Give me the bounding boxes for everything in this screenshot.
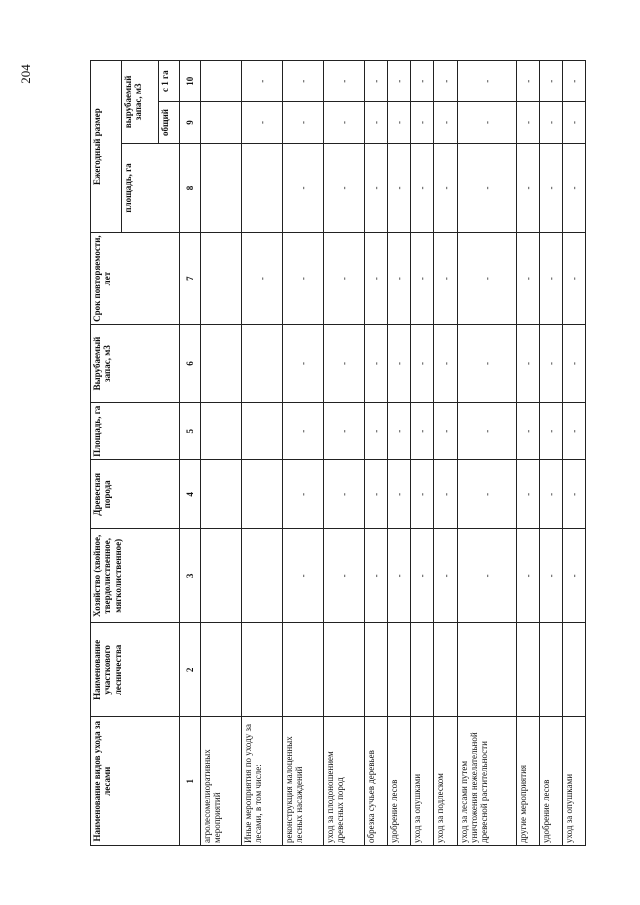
column-number: 7	[180, 233, 201, 325]
table-cell: -	[516, 233, 539, 325]
table-cell: -	[411, 61, 434, 102]
table-cell: -	[539, 102, 562, 143]
table-cell: -	[324, 102, 365, 143]
table-cell: -	[324, 325, 365, 403]
header-volume-total: общий	[159, 102, 180, 143]
table-cell: -	[516, 102, 539, 143]
care-type-name: обрезка сучьев деревьев	[365, 717, 388, 846]
table-cell: -	[411, 529, 434, 623]
table-cell: -	[411, 143, 434, 233]
table-cell	[516, 623, 539, 717]
table-cell: -	[457, 529, 516, 623]
table-cell: -	[365, 403, 388, 460]
table-cell	[201, 623, 242, 717]
table-cell: -	[411, 102, 434, 143]
forest-care-table	[90, 60, 586, 846]
table-cell: -	[562, 102, 585, 143]
column-number: 1	[180, 717, 201, 846]
column-number: 3	[180, 529, 201, 623]
rotated-table-frame	[90, 60, 586, 846]
table-cell: -	[457, 460, 516, 529]
table-cell: -	[562, 61, 585, 102]
table-cell: -	[434, 403, 457, 460]
table-cell: -	[516, 143, 539, 233]
table-cell: -	[388, 325, 411, 403]
header-repeat-period: Срок повторяемости, лет	[91, 233, 180, 325]
care-type-name: уход за подлеском	[434, 717, 457, 846]
table-cell	[562, 623, 585, 717]
table-cell	[283, 623, 324, 717]
table-cell: -	[242, 233, 283, 325]
table-cell: -	[411, 460, 434, 529]
table-cell: -	[434, 460, 457, 529]
care-type-name: уход за опушками	[562, 717, 585, 846]
table-cell: -	[457, 61, 516, 102]
care-type-name: уход за лесами путем уничтожения нежелательной древесной растительности	[457, 717, 516, 846]
table-cell	[539, 623, 562, 717]
table-cell	[411, 623, 434, 717]
header-annual-volume: вырубаемый запас, м3	[122, 61, 159, 144]
table-cell	[242, 460, 283, 529]
table-cell	[242, 325, 283, 403]
table-cell: -	[283, 143, 324, 233]
table-cell: -	[365, 460, 388, 529]
header-annual-size: Ежегодный размер	[91, 61, 122, 233]
table-cell: -	[434, 102, 457, 143]
table-cell	[388, 623, 411, 717]
table-cell	[201, 233, 242, 325]
table-cell: -	[388, 529, 411, 623]
column-number: 6	[180, 325, 201, 403]
column-number: 4	[180, 460, 201, 529]
table-cell: -	[411, 403, 434, 460]
page-number: 204	[18, 64, 33, 84]
table-cell: -	[365, 102, 388, 143]
table-cell: -	[434, 325, 457, 403]
table-cell: -	[434, 143, 457, 233]
table-cell: -	[457, 233, 516, 325]
table-cell: -	[539, 529, 562, 623]
table-cell: -	[324, 61, 365, 102]
header-area: Площадь, га	[91, 403, 180, 460]
table-row	[324, 61, 365, 846]
table-cell: -	[324, 529, 365, 623]
table-cell	[457, 623, 516, 717]
table-cell: -	[457, 325, 516, 403]
header-forestry-district: Наименование участкового лесничества	[91, 623, 180, 717]
table-cell: -	[411, 233, 434, 325]
table-cell	[201, 325, 242, 403]
table-row	[434, 61, 457, 846]
table-row	[283, 61, 324, 846]
table-cell: -	[516, 61, 539, 102]
header-annual-area: площадь, га	[122, 143, 180, 233]
table-row	[457, 61, 516, 846]
table-cell: -	[388, 102, 411, 143]
table-cell: -	[365, 529, 388, 623]
table-cell: -	[283, 233, 324, 325]
table-cell: -	[242, 102, 283, 143]
table-cell: -	[434, 529, 457, 623]
column-number: 2	[180, 623, 201, 717]
table-cell: -	[539, 325, 562, 403]
table-cell: -	[283, 61, 324, 102]
table-cell: -	[457, 102, 516, 143]
table-cell: -	[539, 460, 562, 529]
table-cell	[201, 61, 242, 102]
table-cell	[242, 143, 283, 233]
table-row	[242, 61, 283, 846]
table-cell: -	[539, 403, 562, 460]
table-cell: -	[562, 403, 585, 460]
header-row-1	[91, 61, 122, 846]
table-cell: -	[539, 233, 562, 325]
care-type-name: Иные мероприятия по уходу за лесами, в том числе:	[242, 717, 283, 846]
care-type-name: уход за плодоношением древесных пород	[324, 717, 365, 846]
care-type-name: удобрение лесов	[388, 717, 411, 846]
column-number: 9	[180, 102, 201, 143]
header-felled-volume: Вырубаемый запас, м3	[91, 325, 180, 403]
table-cell: -	[283, 460, 324, 529]
table-row	[539, 61, 562, 846]
care-type-name: удобрение лесов	[539, 717, 562, 846]
table-row	[365, 61, 388, 846]
table-row	[201, 61, 242, 846]
table-cell: -	[283, 325, 324, 403]
table-row	[562, 61, 585, 846]
table-cell: -	[388, 403, 411, 460]
table-cell: -	[388, 61, 411, 102]
table-cell: -	[562, 529, 585, 623]
table-cell: -	[283, 529, 324, 623]
table-cell: -	[562, 143, 585, 233]
table-row	[516, 61, 539, 846]
table-row	[411, 61, 434, 846]
column-number-row	[180, 61, 201, 846]
table-cell: -	[516, 529, 539, 623]
header-care-type: Наименование видов ухода за лесами	[91, 717, 180, 846]
table-cell	[324, 623, 365, 717]
table-cell	[242, 403, 283, 460]
table-cell	[201, 102, 242, 143]
table-cell: -	[365, 143, 388, 233]
rotated-table-content	[90, 60, 586, 846]
column-number: 10	[180, 61, 201, 102]
table-cell: -	[516, 460, 539, 529]
header-volume-per-ha: с 1 га	[159, 61, 180, 102]
table-cell: -	[457, 143, 516, 233]
table-cell: -	[516, 325, 539, 403]
table-cell: -	[539, 61, 562, 102]
table-cell: -	[365, 325, 388, 403]
table-cell: -	[283, 403, 324, 460]
table-cell	[201, 403, 242, 460]
table-cell: -	[324, 403, 365, 460]
header-tree-species: Древесная порода	[91, 460, 180, 529]
table-cell	[434, 623, 457, 717]
care-type-name: реконструкция малоценных лесных насаждений	[283, 717, 324, 846]
care-type-name: уход за опушками	[411, 717, 434, 846]
table-cell	[201, 529, 242, 623]
table-cell	[242, 529, 283, 623]
header-economy-type: Хозяйство (хвойное, твердолиственное, мягколиственное)	[91, 529, 180, 623]
care-type-name: агролесомелиоративных мероприятий	[201, 717, 242, 846]
column-number: 8	[180, 143, 201, 233]
table-cell: -	[434, 233, 457, 325]
table-cell	[365, 623, 388, 717]
table-cell: -	[388, 143, 411, 233]
table-cell: -	[324, 460, 365, 529]
table-cell: -	[457, 403, 516, 460]
table-cell: -	[324, 143, 365, 233]
table-cell	[201, 460, 242, 529]
table-cell: -	[562, 325, 585, 403]
table-cell: -	[562, 233, 585, 325]
table-cell: -	[324, 233, 365, 325]
table-cell: -	[434, 61, 457, 102]
table-cell: -	[562, 460, 585, 529]
care-type-name: другие мероприятия	[516, 717, 539, 846]
table-cell: -	[365, 61, 388, 102]
table-cell: -	[283, 102, 324, 143]
table-cell	[201, 143, 242, 233]
table-cell: -	[539, 143, 562, 233]
table-cell: -	[388, 460, 411, 529]
table-cell: -	[411, 325, 434, 403]
table-cell: -	[388, 233, 411, 325]
table-body	[180, 61, 586, 846]
table-cell: -	[365, 233, 388, 325]
table-cell: -	[516, 403, 539, 460]
table-cell	[242, 623, 283, 717]
table-row	[388, 61, 411, 846]
table-cell: -	[242, 61, 283, 102]
column-number: 5	[180, 403, 201, 460]
